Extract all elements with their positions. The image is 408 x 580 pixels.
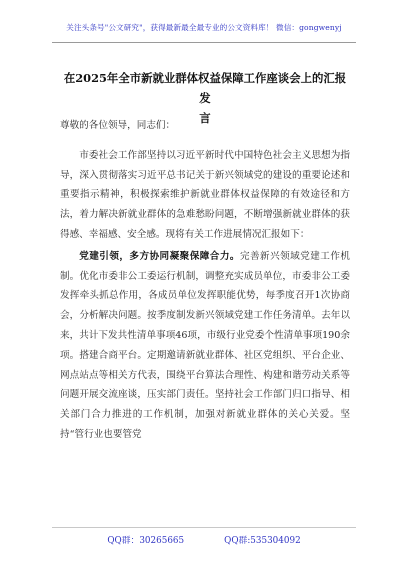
paragraph-party-building (60, 247, 350, 445)
salutation: 尊敬的各位领导，同志们： (60, 120, 176, 131)
paragraph-party-building-text: 完善新兴领域党建工作机制。优化市委非公工委运行机制，调整充实成员单位，市委非公工委发挥牵头抓总作用，各成员单位发挥职能优势，每季度召开1次协商会，分析解决问题。按季度制发新兴领域党建工作任务清单。去年以来，共计下发共性清单事项46项，市级行业党委个性清单事项190余项。搭建合商平台。定期邀请新就业群体、社区党组织、平台企业、网点站点等相关方代表，围绕平台算法合理性、构建和谐劳动关系等问题开展交流座谈，压实部门责任。坚持社会工作部门归口指导、相关部门合力推进的工作机制，加强对新就业群体的关心关爱。坚持“管行业也要管党 (60, 250, 350, 440)
title-line-1: 在2025年全市新就业群体权益保障工作座谈会上的汇报发 (63, 71, 347, 105)
footer-qq-group-1: QQ群：30265665 (107, 536, 185, 546)
footer-qq-group-2: QQ群:535304092 (224, 536, 301, 546)
header-note: 关注头条号"公文研究"，获得最新最全最专业的公文资料库！ 微信：gongwenyj (66, 23, 342, 32)
footer-divider (52, 527, 356, 528)
paragraph-lead-heading: 党建引领，多方协同凝聚保障合力。 (79, 250, 240, 262)
header-divider (52, 42, 356, 43)
footer (0, 533, 408, 546)
document-body (60, 116, 350, 447)
title-line-2: 言 (199, 111, 211, 125)
paragraph-intro: 市委社会工作部坚持以习近平新时代中国特色社会主义思想为指导，深入贯彻落实习近平总书记关于新兴领域党的建设的重要论述和重要指示精神，积极探索维护新就业群体权益保障的有效途径和方法，着力解决新就业群体的急难愁盼问题，不断增强新就业群体的获得感、幸福感、安全感。现将有关工作进展情况汇报如下： (60, 149, 350, 240)
